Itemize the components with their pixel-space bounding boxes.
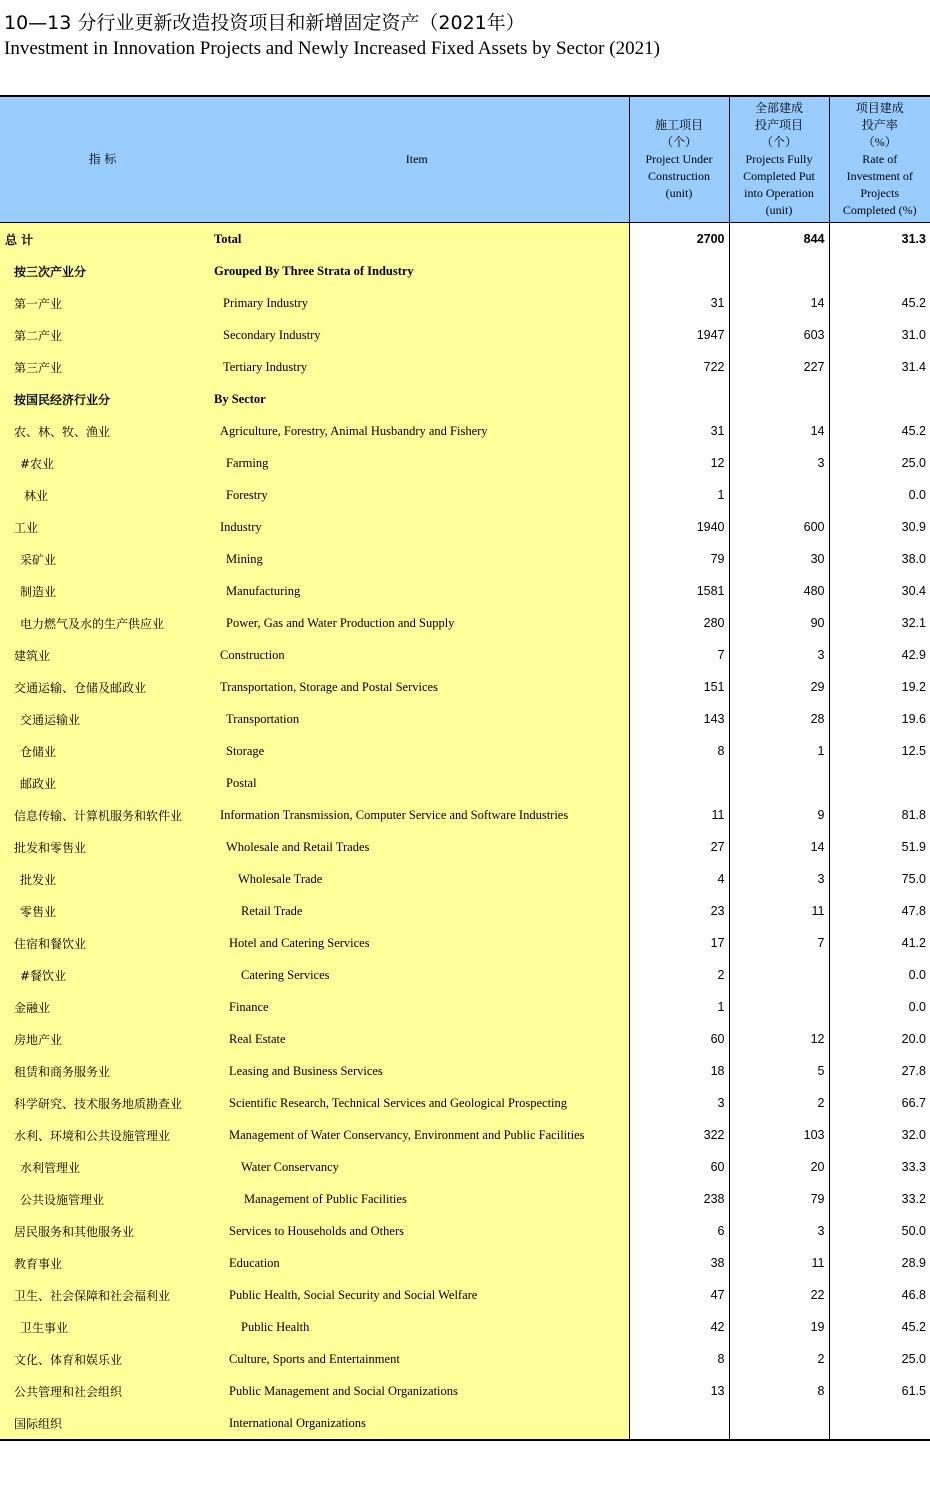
- table-row: [0, 927, 930, 959]
- cell-indicator: 建筑业: [0, 639, 205, 671]
- cell-project-under-construction: 722: [629, 351, 729, 383]
- cell-indicator: 文化、体育和娱乐业: [0, 1343, 205, 1375]
- header-item: Item: [205, 96, 629, 223]
- cell-completion-rate: 38.0: [829, 543, 930, 575]
- cell-indicator: #餐饮业: [0, 959, 205, 991]
- cell-indicator: 第二产业: [0, 319, 205, 351]
- cell-project-under-construction: 11: [629, 799, 729, 831]
- cell-project-under-construction: 2700: [629, 223, 729, 256]
- cell-project-under-construction: 151: [629, 671, 729, 703]
- cell-item: Forestry: [205, 479, 629, 511]
- table-row: [0, 1055, 930, 1087]
- table-row: [0, 895, 930, 927]
- cell-projects-completed: [729, 959, 829, 991]
- header-project-under-construction: [629, 96, 729, 223]
- cell-completion-rate: 50.0: [829, 1215, 930, 1247]
- cell-item: Total: [205, 223, 629, 256]
- cell-indicator: 仓储业: [0, 735, 205, 767]
- cell-item: Farming: [205, 447, 629, 479]
- cell-projects-completed: [729, 991, 829, 1023]
- cell-project-under-construction: 13: [629, 1375, 729, 1407]
- cell-indicator: 居民服务和其他服务业: [0, 1215, 205, 1247]
- cell-indicator: 水利管理业: [0, 1151, 205, 1183]
- table-row: [0, 479, 930, 511]
- cell-indicator: 第三产业: [0, 351, 205, 383]
- cell-projects-completed: [729, 479, 829, 511]
- header-line: Completed (%): [842, 203, 917, 217]
- table-row: [0, 1119, 930, 1151]
- table-row: [0, 1087, 930, 1119]
- table-row: [0, 447, 930, 479]
- cell-completion-rate: 33.2: [829, 1183, 930, 1215]
- cell-projects-completed: 90: [729, 607, 829, 639]
- cell-item: Management of Water Conservancy, Environment and Public Facilities: [205, 1119, 629, 1151]
- cell-item: Transportation: [205, 703, 629, 735]
- cell-item: By Sector: [205, 383, 629, 415]
- cell-project-under-construction: 6: [629, 1215, 729, 1247]
- header-line: Project Under: [645, 152, 713, 166]
- table-header-row: [0, 96, 930, 223]
- table-row: [0, 1375, 930, 1407]
- cell-projects-completed: 14: [729, 415, 829, 447]
- cell-indicator: 信息传输、计算机服务和软件业: [0, 799, 205, 831]
- cell-item: Information Transmission, Computer Service and Software Industries: [205, 799, 629, 831]
- cell-item: Industry: [205, 511, 629, 543]
- cell-project-under-construction: 4: [629, 863, 729, 895]
- cell-indicator: 教育事业: [0, 1247, 205, 1279]
- table-row: [0, 575, 930, 607]
- header-line: 全部建成: [754, 101, 803, 115]
- table-row: [0, 255, 930, 287]
- cell-project-under-construction: 23: [629, 895, 729, 927]
- cell-completion-rate: 19.6: [829, 703, 930, 735]
- cell-item: Services to Households and Others: [205, 1215, 629, 1247]
- cell-indicator: 卫生事业: [0, 1311, 205, 1343]
- table-row: [0, 767, 930, 799]
- cell-item: Power, Gas and Water Production and Supply: [205, 607, 629, 639]
- table-row: [0, 639, 930, 671]
- cell-indicator: 农、林、牧、渔业: [0, 415, 205, 447]
- cell-project-under-construction: 27: [629, 831, 729, 863]
- header-line: （%）: [862, 135, 897, 149]
- cell-indicator: 公共设施管理业: [0, 1183, 205, 1215]
- cell-project-under-construction: 60: [629, 1151, 729, 1183]
- cell-project-under-construction: 18: [629, 1055, 729, 1087]
- cell-completion-rate: [829, 767, 930, 799]
- cell-completion-rate: [829, 1407, 930, 1440]
- cell-projects-completed: 30: [729, 543, 829, 575]
- table-row: [0, 1343, 930, 1375]
- header-line: Investment of: [846, 169, 913, 183]
- cell-projects-completed: 11: [729, 1247, 829, 1279]
- cell-completion-rate: 51.9: [829, 831, 930, 863]
- table-row: [0, 1151, 930, 1183]
- cell-project-under-construction: 12: [629, 447, 729, 479]
- cell-projects-completed: 14: [729, 287, 829, 319]
- cell-indicator: 批发和零售业: [0, 831, 205, 863]
- cell-completion-rate: 25.0: [829, 1343, 930, 1375]
- cell-projects-completed: 20: [729, 1151, 829, 1183]
- page-title-en: Investment in Innovation Projects and Newly Increased Fixed Assets by Sector (2021): [4, 38, 660, 59]
- header-line: Construction: [648, 169, 710, 183]
- table-row: [0, 1183, 930, 1215]
- cell-completion-rate: 61.5: [829, 1375, 930, 1407]
- cell-project-under-construction: 280: [629, 607, 729, 639]
- cell-completion-rate: [829, 255, 930, 287]
- header-line: （个）: [760, 135, 797, 149]
- data-table: [0, 95, 930, 1441]
- table-row: [0, 319, 930, 351]
- cell-completion-rate: 45.2: [829, 287, 930, 319]
- cell-indicator: 零售业: [0, 895, 205, 927]
- cell-project-under-construction: 1: [629, 479, 729, 511]
- header-line: Projects Fully: [745, 152, 813, 166]
- cell-project-under-construction: [629, 1407, 729, 1440]
- cell-item: Secondary Industry: [205, 319, 629, 351]
- cell-item: Tertiary Industry: [205, 351, 629, 383]
- table-row: [0, 543, 930, 575]
- cell-item: Grouped By Three Strata of Industry: [205, 255, 629, 287]
- header-indicator: 指 标: [0, 96, 205, 223]
- cell-project-under-construction: 60: [629, 1023, 729, 1055]
- cell-indicator: 总 计: [0, 223, 205, 256]
- cell-indicator: 房地产业: [0, 1023, 205, 1055]
- cell-projects-completed: 844: [729, 223, 829, 256]
- cell-project-under-construction: 1947: [629, 319, 729, 351]
- header-line: 项目建成: [855, 101, 904, 115]
- header-line: 投产项目: [754, 118, 803, 132]
- cell-project-under-construction: 8: [629, 735, 729, 767]
- cell-project-under-construction: 1581: [629, 575, 729, 607]
- cell-indicator: 制造业: [0, 575, 205, 607]
- cell-completion-rate: 45.2: [829, 415, 930, 447]
- cell-projects-completed: 29: [729, 671, 829, 703]
- cell-completion-rate: 19.2: [829, 671, 930, 703]
- cell-project-under-construction: 322: [629, 1119, 729, 1151]
- cell-completion-rate: 28.9: [829, 1247, 930, 1279]
- cell-completion-rate: 45.2: [829, 1311, 930, 1343]
- cell-projects-completed: 227: [729, 351, 829, 383]
- cell-item: Storage: [205, 735, 629, 767]
- cell-projects-completed: 22: [729, 1279, 829, 1311]
- cell-indicator: 租赁和商务服务业: [0, 1055, 205, 1087]
- cell-project-under-construction: 1: [629, 991, 729, 1023]
- cell-item: Public Health: [205, 1311, 629, 1343]
- table-row: [0, 1407, 930, 1440]
- table-row: [0, 223, 930, 256]
- cell-project-under-construction: [629, 255, 729, 287]
- cell-indicator: 金融业: [0, 991, 205, 1023]
- table-row: [0, 991, 930, 1023]
- cell-completion-rate: 31.0: [829, 319, 930, 351]
- cell-project-under-construction: 79: [629, 543, 729, 575]
- table-row: [0, 1247, 930, 1279]
- cell-completion-rate: 20.0: [829, 1023, 930, 1055]
- cell-projects-completed: 28: [729, 703, 829, 735]
- table-row: [0, 1215, 930, 1247]
- cell-item: Wholesale and Retail Trades: [205, 831, 629, 863]
- cell-item: Transportation, Storage and Postal Services: [205, 671, 629, 703]
- cell-item: Catering Services: [205, 959, 629, 991]
- header-completion-rate: [829, 96, 930, 223]
- cell-project-under-construction: 17: [629, 927, 729, 959]
- cell-item: Education: [205, 1247, 629, 1279]
- cell-item: Wholesale Trade: [205, 863, 629, 895]
- cell-indicator: 按国民经济行业分: [0, 383, 205, 415]
- cell-project-under-construction: 31: [629, 287, 729, 319]
- cell-projects-completed: 14: [729, 831, 829, 863]
- header-line: Projects: [860, 186, 900, 200]
- table-row: [0, 671, 930, 703]
- header-line: Completed Put: [743, 169, 815, 183]
- cell-project-under-construction: 143: [629, 703, 729, 735]
- cell-project-under-construction: [629, 383, 729, 415]
- cell-item: Retail Trade: [205, 895, 629, 927]
- cell-projects-completed: 1: [729, 735, 829, 767]
- cell-indicator: 电力燃气及水的生产供应业: [0, 607, 205, 639]
- header-line: into Operation: [744, 186, 814, 200]
- cell-completion-rate: 32.0: [829, 1119, 930, 1151]
- cell-indicator: 批发业: [0, 863, 205, 895]
- cell-item: Postal: [205, 767, 629, 799]
- cell-projects-completed: 3: [729, 1215, 829, 1247]
- cell-indicator: 工业: [0, 511, 205, 543]
- cell-indicator: 邮政业: [0, 767, 205, 799]
- cell-projects-completed: 3: [729, 863, 829, 895]
- cell-completion-rate: [829, 383, 930, 415]
- cell-projects-completed: 9: [729, 799, 829, 831]
- cell-completion-rate: 0.0: [829, 479, 930, 511]
- cell-projects-completed: 11: [729, 895, 829, 927]
- cell-completion-rate: 46.8: [829, 1279, 930, 1311]
- header-line: (unit): [765, 203, 793, 217]
- cell-item: Manufacturing: [205, 575, 629, 607]
- cell-indicator: 采矿业: [0, 543, 205, 575]
- cell-project-under-construction: 38: [629, 1247, 729, 1279]
- cell-indicator: 国际组织: [0, 1407, 205, 1440]
- header-line: 投产率: [861, 118, 898, 132]
- cell-item: Water Conservancy: [205, 1151, 629, 1183]
- cell-projects-completed: 19: [729, 1311, 829, 1343]
- cell-item: Real Estate: [205, 1023, 629, 1055]
- cell-projects-completed: [729, 767, 829, 799]
- cell-item: Public Health, Social Security and Social Welfare: [205, 1279, 629, 1311]
- table-row: [0, 703, 930, 735]
- cell-projects-completed: 5: [729, 1055, 829, 1087]
- cell-projects-completed: 600: [729, 511, 829, 543]
- cell-completion-rate: 75.0: [829, 863, 930, 895]
- cell-completion-rate: 12.5: [829, 735, 930, 767]
- table-body: [0, 223, 930, 1441]
- cell-indicator: 林业: [0, 479, 205, 511]
- cell-projects-completed: 480: [729, 575, 829, 607]
- cell-project-under-construction: 47: [629, 1279, 729, 1311]
- cell-project-under-construction: 2: [629, 959, 729, 991]
- cell-project-under-construction: 238: [629, 1183, 729, 1215]
- header-line: (unit): [665, 186, 693, 200]
- cell-project-under-construction: 31: [629, 415, 729, 447]
- cell-completion-rate: 32.1: [829, 607, 930, 639]
- cell-completion-rate: 41.2: [829, 927, 930, 959]
- table-row: [0, 735, 930, 767]
- cell-completion-rate: 81.8: [829, 799, 930, 831]
- cell-item: Finance: [205, 991, 629, 1023]
- table-row: [0, 383, 930, 415]
- table-row: [0, 863, 930, 895]
- table-row: [0, 1023, 930, 1055]
- header-line: 施工项目: [654, 118, 703, 132]
- cell-item: Construction: [205, 639, 629, 671]
- header-projects-completed: [729, 96, 829, 223]
- cell-completion-rate: 25.0: [829, 447, 930, 479]
- cell-project-under-construction: 7: [629, 639, 729, 671]
- table-row: [0, 959, 930, 991]
- page-title-cn: 10—13 分行业更新改造投资项目和新增固定资产（2021年）: [4, 12, 525, 34]
- cell-projects-completed: 79: [729, 1183, 829, 1215]
- cell-projects-completed: 103: [729, 1119, 829, 1151]
- cell-item: Hotel and Catering Services: [205, 927, 629, 959]
- cell-projects-completed: 3: [729, 639, 829, 671]
- cell-projects-completed: 603: [729, 319, 829, 351]
- cell-indicator: 卫生、社会保障和社会福利业: [0, 1279, 205, 1311]
- cell-item: Leasing and Business Services: [205, 1055, 629, 1087]
- cell-projects-completed: 3: [729, 447, 829, 479]
- cell-indicator: 按三次产业分: [0, 255, 205, 287]
- cell-project-under-construction: [629, 767, 729, 799]
- table-row: [0, 799, 930, 831]
- table-row: [0, 1311, 930, 1343]
- table-row: [0, 351, 930, 383]
- cell-project-under-construction: 8: [629, 1343, 729, 1375]
- cell-indicator: 交通运输业: [0, 703, 205, 735]
- cell-project-under-construction: 42: [629, 1311, 729, 1343]
- cell-indicator: 交通运输、仓储及邮政业: [0, 671, 205, 703]
- cell-completion-rate: 33.3: [829, 1151, 930, 1183]
- cell-completion-rate: 0.0: [829, 991, 930, 1023]
- cell-indicator: #农业: [0, 447, 205, 479]
- cell-completion-rate: 31.4: [829, 351, 930, 383]
- cell-indicator: 第一产业: [0, 287, 205, 319]
- cell-completion-rate: 30.4: [829, 575, 930, 607]
- cell-item: Agriculture, Forestry, Animal Husbandry and Fishery: [205, 415, 629, 447]
- cell-indicator: 科学研究、技术服务地质勘查业: [0, 1087, 205, 1119]
- cell-project-under-construction: 1940: [629, 511, 729, 543]
- cell-item: Public Management and Social Organizations: [205, 1375, 629, 1407]
- cell-item: Management of Public Facilities: [205, 1183, 629, 1215]
- cell-projects-completed: 2: [729, 1087, 829, 1119]
- cell-projects-completed: [729, 1407, 829, 1440]
- header-line: Rate of: [862, 152, 898, 166]
- cell-indicator: 公共管理和社会组织: [0, 1375, 205, 1407]
- cell-item: International Organizations: [205, 1407, 629, 1440]
- header-line: （个）: [660, 135, 697, 149]
- table-row: [0, 511, 930, 543]
- table-row: [0, 415, 930, 447]
- table-row: [0, 831, 930, 863]
- table-row: [0, 1279, 930, 1311]
- cell-item: Culture, Sports and Entertainment: [205, 1343, 629, 1375]
- cell-indicator: 住宿和餐饮业: [0, 927, 205, 959]
- cell-completion-rate: 27.8: [829, 1055, 930, 1087]
- cell-projects-completed: [729, 383, 829, 415]
- cell-project-under-construction: 3: [629, 1087, 729, 1119]
- cell-projects-completed: 7: [729, 927, 829, 959]
- cell-item: Mining: [205, 543, 629, 575]
- table-row: [0, 607, 930, 639]
- cell-projects-completed: 12: [729, 1023, 829, 1055]
- cell-item: Primary Industry: [205, 287, 629, 319]
- cell-completion-rate: 30.9: [829, 511, 930, 543]
- cell-completion-rate: 0.0: [829, 959, 930, 991]
- cell-projects-completed: 8: [729, 1375, 829, 1407]
- cell-indicator: 水利、环境和公共设施管理业: [0, 1119, 205, 1151]
- cell-item: Scientific Research, Technical Services and Geological Prospecting: [205, 1087, 629, 1119]
- cell-completion-rate: 66.7: [829, 1087, 930, 1119]
- cell-completion-rate: 47.8: [829, 895, 930, 927]
- cell-completion-rate: 42.9: [829, 639, 930, 671]
- cell-completion-rate: 31.3: [829, 223, 930, 256]
- table-row: [0, 287, 930, 319]
- cell-projects-completed: 2: [729, 1343, 829, 1375]
- cell-projects-completed: [729, 255, 829, 287]
